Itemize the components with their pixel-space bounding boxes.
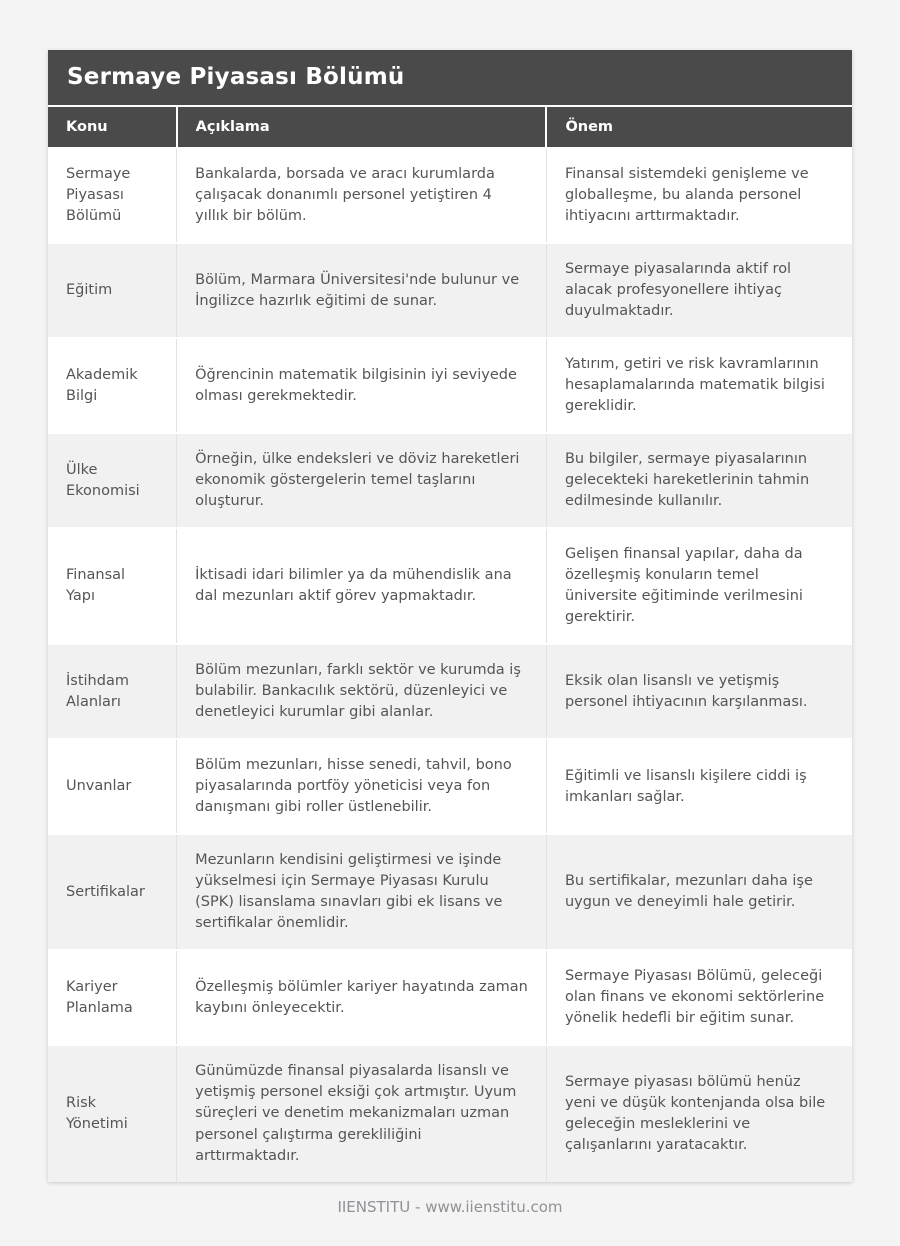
table-row [48,834,852,950]
table-row [48,739,852,834]
cell-konu: Unvanlar [48,739,177,834]
cell-konu: Sermaye Piyasası Bölümü [48,148,177,243]
cell-onem: Eğitimli ve lisanslı kişilere ciddi iş imkanları sağlar. [546,739,852,834]
table-body [48,148,852,1182]
content-card [48,50,852,1182]
cell-aciklama: Özelleşmiş bölümler kariyer hayatında zaman kaybını önleyecektir. [177,950,547,1045]
cell-konu: Akademik Bilgi [48,338,177,433]
cell-konu: Eğitim [48,243,177,338]
cell-onem: Sermaye piyasası bölümü henüz yeni ve düşük kontenjanda olsa bile geleceğin mesleklerini ve çalışanlarını yaratacaktır. [546,1045,852,1181]
cell-aciklama: Öğrencinin matematik bilgisinin iyi seviyede olması gerekmektedir. [177,338,547,433]
cell-aciklama: Bölüm mezunları, farklı sektör ve kurumda iş bulabilir. Bankacılık sektörü, düzenleyici ve denetleyici kurumlar gibi alanlar. [177,644,547,739]
cell-konu: Finansal Yapı [48,528,177,644]
cell-aciklama: Bankalarda, borsada ve aracı kurumlarda çalışacak donanımlı personel yetiştiren 4 yıllık bir bölüm. [177,148,547,243]
cell-konu: İstihdam Alanları [48,644,177,739]
table-row [48,644,852,739]
cell-aciklama: Günümüzde finansal piyasalarda lisanslı ve yetişmiş personel eksiği çok artmıştır. Uyum süreçleri ve denetim mekanizmaları uzman personel çalıştırma gerekliliğini arttırmaktadır. [177,1045,547,1181]
table-header-row [48,106,852,148]
cell-aciklama: Bölüm, Marmara Üniversitesi'nde bulunur ve İngilizce hazırlık eğitimi de sunar. [177,243,547,338]
cell-aciklama: Mezunların kendisini geliştirmesi ve işinde yükselmesi için Sermaye Piyasası Kurulu (SPK) lisanslama sınavları gibi ek lisans ve sertifikalar önemlidir. [177,834,547,950]
cell-aciklama: İktisadi idari bilimler ya da mühendislik ana dal mezunları aktif görev yapmaktadır. [177,528,547,644]
cell-onem: Bu bilgiler, sermaye piyasalarının gelecekteki hareketlerinin tahmin edilmesinde kullanılır. [546,433,852,528]
topic-table [48,105,852,1182]
table-row [48,148,852,243]
column-header-konu: Konu [48,106,177,148]
page-title: Sermaye Piyasası Bölümü [48,50,852,105]
cell-onem: Eksik olan lisanslı ve yetişmiş personel ihtiyacının karşılanması. [546,644,852,739]
cell-konu: Ülke Ekonomisi [48,433,177,528]
table-row [48,528,852,644]
table-row [48,243,852,338]
cell-aciklama: Örneğin, ülke endeksleri ve döviz hareketleri ekonomik göstergelerin temel taşlarını oluşturur. [177,433,547,528]
cell-onem: Bu sertifikalar, mezunları daha işe uygun ve deneyimli hale getirir. [546,834,852,950]
table-row [48,338,852,433]
table-row [48,1045,852,1181]
cell-konu: Sertifikalar [48,834,177,950]
cell-onem: Finansal sistemdeki genişleme ve globalleşme, bu alanda personel ihtiyacını arttırmaktadır. [546,148,852,243]
column-header-onem: Önem [546,106,852,148]
table-header [48,106,852,148]
cell-onem: Yatırım, getiri ve risk kavramlarının hesaplamalarında matematik bilgisi gereklidir. [546,338,852,433]
footer-credit: IIENSTITU - www.iienstitu.com [337,1197,563,1216]
table-row [48,433,852,528]
cell-onem: Gelişen finansal yapılar, daha da özelleşmiş konuların temel üniversite eğitiminde verilmesini gerektirir. [546,528,852,644]
cell-konu: Kariyer Planlama [48,950,177,1045]
cell-onem: Sermaye piyasalarında aktif rol alacak profesyonellere ihtiyaç duyulmaktadır. [546,243,852,338]
table-row [48,950,852,1045]
cell-konu: Risk Yönetimi [48,1045,177,1181]
cell-onem: Sermaye Piyasası Bölümü, geleceği olan finans ve ekonomi sektörlerine yönelik hedefli bir eğitim sunar. [546,950,852,1045]
cell-aciklama: Bölüm mezunları, hisse senedi, tahvil, bono piyasalarında portföy yöneticisi veya fon danışmanı gibi roller üstlenebilir. [177,739,547,834]
column-header-aciklama: Açıklama [177,106,547,148]
